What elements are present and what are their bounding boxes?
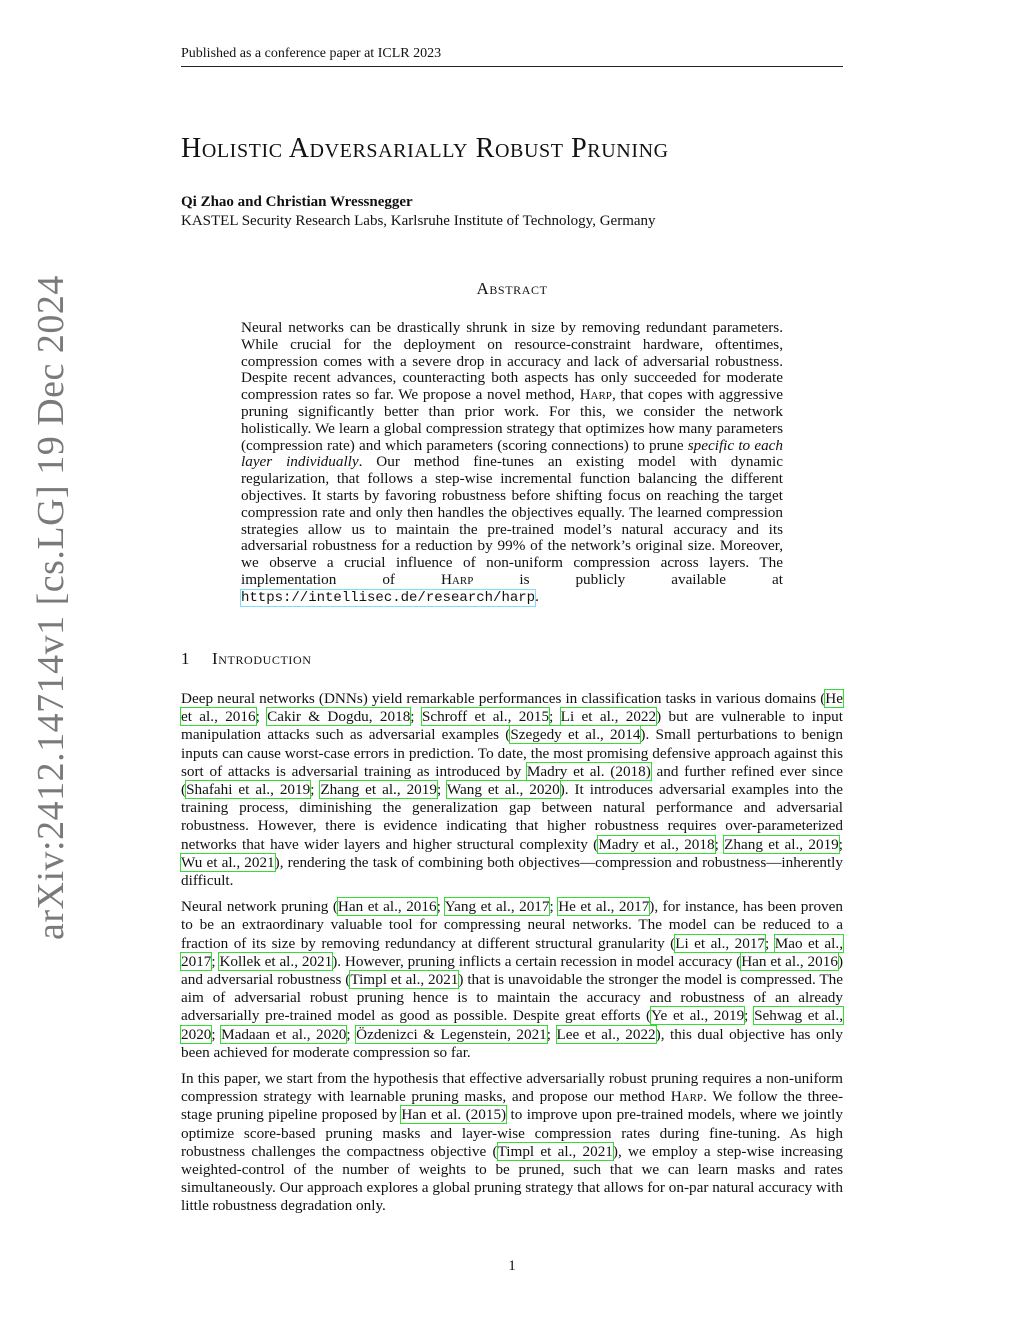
citation-link[interactable]: Shafahi et al., 2019 (186, 781, 311, 799)
body-text: ), this dual objective has only been achieved for moderate compression so far. (181, 1025, 843, 1061)
body-text: ; (714, 835, 725, 853)
citation-link[interactable]: Timpl et al., 2021 (350, 971, 459, 989)
author-affiliation: KASTEL Security Research Labs, Karlsruhe Institute of Technology, Germany (181, 213, 656, 229)
repository-link[interactable]: https://intellisec.de/research/harp (241, 589, 536, 606)
section-title: Introduction (212, 649, 312, 668)
citation-link[interactable]: Kollek et al., 2021 (219, 952, 333, 970)
abstract-text: . (535, 587, 539, 605)
citation-link[interactable]: Li et al., 2017 (675, 934, 766, 952)
citation-link[interactable]: Han et al., 2016 (337, 898, 437, 916)
section-heading (181, 649, 312, 669)
citation-link[interactable]: Madry et al., 2018 (598, 835, 715, 853)
author-block (181, 193, 656, 231)
body-text: ) but are vulnerable to input manipulation attacks such as adversarial examples ( (181, 708, 843, 744)
body-text: ; (346, 1025, 357, 1043)
body-text: Deep neural networks (DNNs) yield remarkable performances in classification tasks in various domains ( (181, 690, 826, 707)
abstract-heading: Abstract (476, 279, 548, 298)
body-text: ; (211, 952, 220, 970)
body-text: ; (765, 934, 775, 952)
citation-link[interactable]: Han et al., 2016 (741, 952, 838, 970)
body-text: . We follow the three-stage pruning pipeline proposed by (181, 1088, 844, 1124)
body-text: ) and adversarial robustness ( (181, 952, 843, 989)
body-text: to improve upon pre-trained models, where we jointly optimize score-based pruning masks and layer-wise compression rates during fine-tuning. As high robustness challenges the compactness objective ( (181, 1106, 843, 1160)
citation-link[interactable]: Madry et al. (2018) (526, 762, 651, 780)
body-text: ) that is unavoidable the stronger the model is compressed. The aim of adversarial robust pruning hence is to maintain the accuracy and robustness of an already adversarially pre-trained model as good as possible. Despite great efforts ( (181, 971, 844, 1025)
citation-link[interactable]: Schroff et al., 2015 (421, 708, 550, 726)
citation-link[interactable]: Sehwag et al., 2020 (181, 1007, 843, 1043)
abstract-text: , that copes with aggressive pruning significantly better than prior work. For this, we consider the network holistically. We learn a global compression strategy that optimizes how many parameters (compression rate) and which parameters (scoring connections) to prune (241, 386, 783, 454)
introduction-body (181, 690, 843, 1224)
citation-link[interactable]: Madaan et al., 2020 (221, 1025, 347, 1043)
citation-link[interactable]: He et al., 2017 (558, 898, 650, 916)
paragraph-2 (181, 898, 843, 1062)
body-text: ). However, pruning inflicts a certain recession in model accuracy ( (332, 952, 742, 970)
section-number: 1 (181, 649, 191, 668)
author-names: Qi Zhao and Christian Wressnegger (181, 194, 413, 210)
citation-link[interactable]: Yang et al., 2017 (444, 898, 550, 916)
citation-link[interactable]: Li et al., 2022 (560, 708, 657, 726)
body-text: In this paper, we start from the hypothesis that effective adversarially robust pruning requires a non-uniform compression strategy with learnable pruning masks, and propose our method (181, 1070, 843, 1106)
body-text: Neural network pruning ( (181, 898, 338, 916)
citation-link[interactable]: Ye et al., 2019 (651, 1007, 745, 1025)
body-text: ; (549, 708, 561, 726)
body-text: ; (549, 898, 559, 916)
method-name: Harp (579, 386, 612, 404)
body-text: ; (838, 835, 843, 853)
body-text: ; (546, 1025, 557, 1043)
abstract-text: . Our method fine-tunes an existing model with dynamic regularization, that follows a step-wise incremental function balancing the different objectives. It starts by favoring robustness before shifting focus on reaching the target compression rate and only then handles the objectives equally. The learned compression strategies allow us to maintain the pre-trained model’s natural accuracy and its adversarial robustness for a reduction by 99% of the network’s original size. Moreover, we observe a crucial influence of non-uniform compression across layers. The implementation of (241, 453, 783, 588)
citation-link[interactable]: He et al., 2016 (181, 690, 843, 726)
citation-link[interactable]: Han et al. (2015) (401, 1106, 507, 1124)
body-text: ), we employ a step-wise increasing weighted-control of the number of weights to be pruned, such that we can learn masks and rates simultaneously. Our approach explores a global pruning strategy that allows for on-par natural accuracy with little robustness degradation only. (181, 1142, 843, 1215)
citation-link[interactable]: Wu et al., 2021 (181, 853, 275, 871)
page-number: 1 (508, 1258, 516, 1274)
arxiv-identifier-stamp: arXiv:2412.14714v1 [cs.LG] 19 Dec 2024 (30, 275, 72, 940)
method-name: Harp (440, 570, 474, 588)
body-text: ; (436, 898, 445, 916)
citation-link[interactable]: Zhang et al., 2019 (320, 781, 437, 799)
citation-link[interactable]: Cakir & Dogdu, 2018 (267, 708, 411, 726)
citation-link[interactable]: Wang et al., 2020 (446, 781, 560, 799)
citation-link[interactable]: Timpl et al., 2021 (497, 1142, 613, 1160)
paragraph-3 (181, 1070, 843, 1216)
abstract-body (241, 320, 783, 607)
abstract-text: Neural networks can be drastically shrunk in size by removing redundant parameters. While crucial for the deployment on resource-constraint hardware, oftentimes, compression comes with a severe drop in accuracy and lack of adversarial robustness. Despite recent advances, counteracting both aspects has only succeeded for moderate compression rates so far. We propose a novel method, (241, 319, 783, 404)
body-text: ). It introduces adversarial examples into the training process, diminishing the generalization gap between natural performance and adversarial robustness. However, there is evidence indicating that higher robustness requires over-parameterized networks that have wider layers and higher structural complexity ( (181, 781, 843, 853)
body-text: ). Small perturbations to benign inputs can cause worst-case errors in prediction. To date, the most promising defensive approach against this sort of attacks is adversarial training as introduced by (181, 726, 843, 780)
paragraph-1 (181, 690, 843, 890)
citation-link[interactable]: Zhang et al., 2019 (724, 835, 839, 853)
paper-title: Holistic Adversarially Robust Pruning (181, 133, 669, 164)
citation-link[interactable]: Mao et al., 2017 (181, 934, 843, 970)
citation-link[interactable]: Szegedy et al., 2014 (510, 726, 641, 744)
citation-link[interactable]: Özdenizci & Legenstein, 2021 (356, 1025, 547, 1043)
body-text: ; (255, 708, 268, 726)
abstract-text: is publicly available at (519, 570, 783, 588)
body-text: ), rendering the task of combining both objectives—compression and robustness—inherently difficult. (181, 853, 843, 890)
body-text: ; (744, 1007, 755, 1025)
abstract-emphasis: specific to each layer individually (241, 436, 783, 471)
body-text: ; (436, 781, 447, 799)
body-text: ), for instance, has been proven to be an extraordinary valuable tool for compressing neural networks. The model can be reduced to a fraction of its size by removing redundancy at different structural granularity ( (181, 898, 843, 952)
body-text: ; (211, 1025, 222, 1043)
method-name: Harp (670, 1088, 704, 1106)
body-text: and further refined ever since ( (181, 762, 843, 799)
body-text: ; (310, 781, 321, 799)
running-header: Published as a conference paper at ICLR 2023 (181, 45, 843, 67)
body-text: ; (410, 708, 422, 726)
citation-link[interactable]: Lee et al., 2022 (556, 1025, 656, 1043)
